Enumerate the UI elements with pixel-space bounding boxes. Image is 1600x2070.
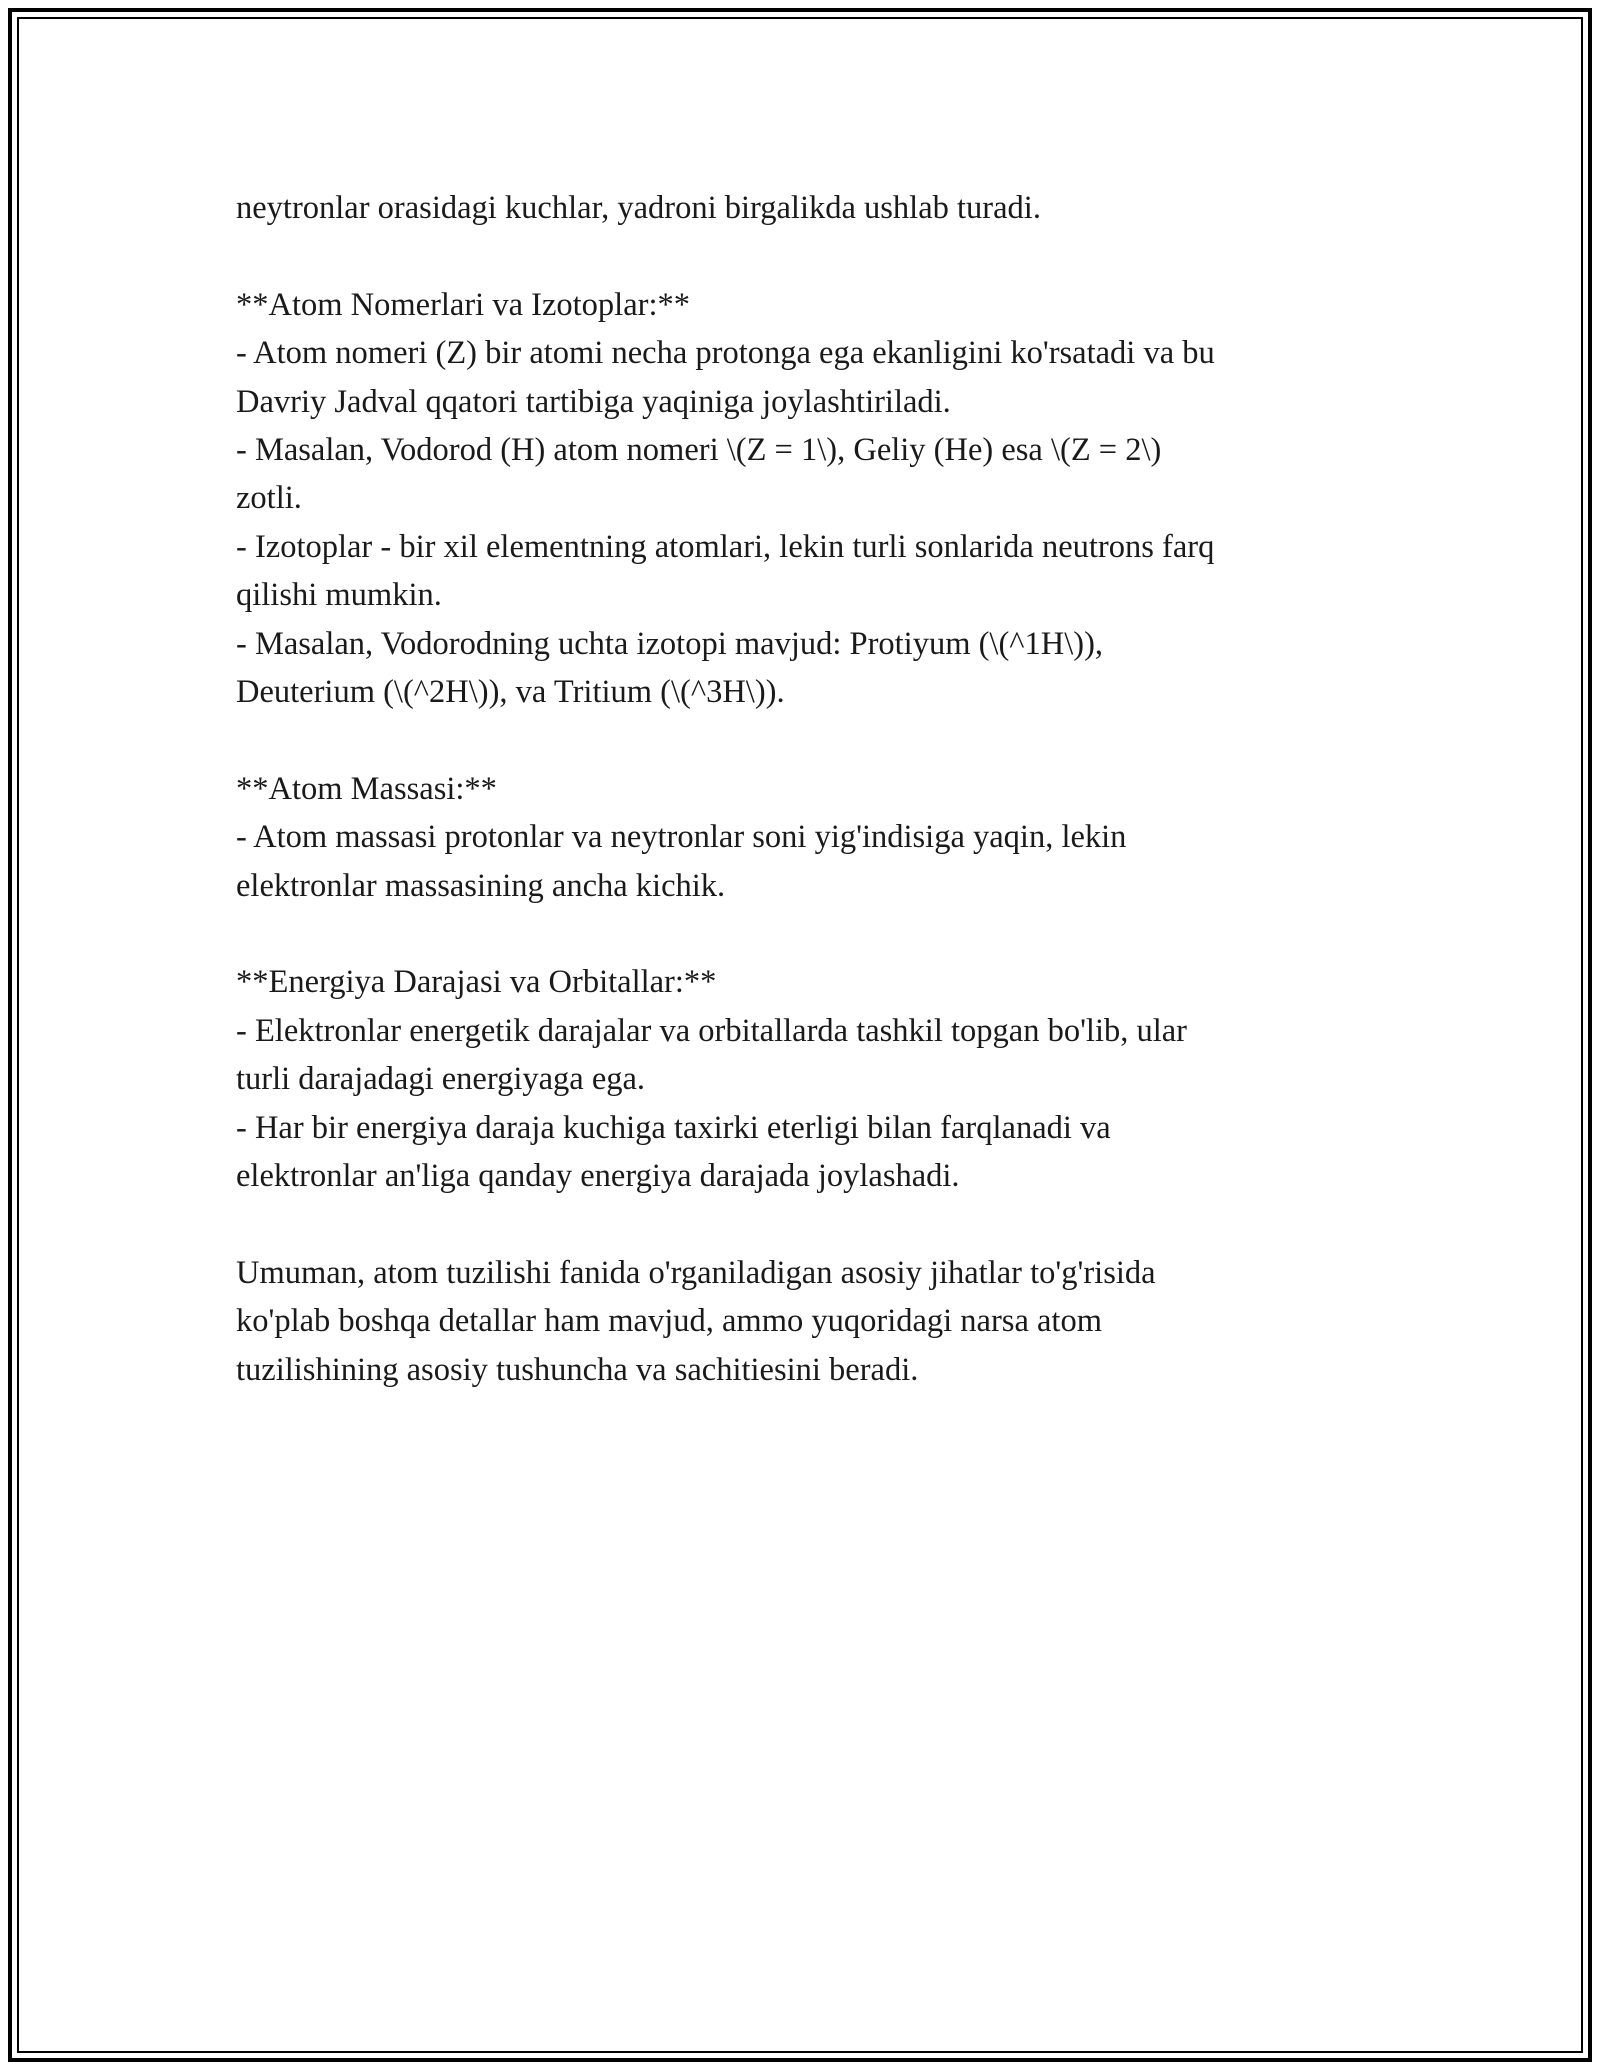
text-line: - Har bir energiya daraja kuchiga taxirki eterligi bilan farqlanadi va xyxy=(236,1109,1111,1146)
paragraph-intro-fragment xyxy=(236,184,1366,232)
text-line: - Atom nomeri (Z) bir atomi necha protonga ega ekanligini ko'rsatadi va bu xyxy=(236,335,1215,372)
text-line: - Atom massasi protonlar va neytronlar soni yig'indisiga yaqin, lekin xyxy=(236,819,1127,856)
text-line: elektronlar massasining ancha kichik. xyxy=(236,867,726,904)
section-heading: **Energiya Darajasi va Orbitallar:** xyxy=(236,964,717,1001)
section-energy-levels-orbitals xyxy=(236,958,1366,1200)
text-line: - Elektronlar energetik darajalar va orbitallarda tashkil topgan bo'lib, ular xyxy=(236,1012,1188,1049)
text-line: elektronlar an'liga qanday energiya darajada joylashadi. xyxy=(236,1158,960,1195)
section-heading: **Atom Massasi:** xyxy=(236,770,497,807)
section-atom-mass xyxy=(236,765,1366,910)
section-heading: **Atom Nomerlari va Izotoplar:** xyxy=(236,286,690,323)
text-line: - Masalan, Vodorodning uchta izotopi mavjud: Protiyum (\(^1H\)), xyxy=(236,625,1104,662)
text-line: qilishi mumkin. xyxy=(236,577,442,614)
text-line: turli darajadagi energiyaga ega. xyxy=(236,1061,646,1098)
paragraph-conclusion xyxy=(236,1249,1366,1394)
text-line: Deuterium (\(^2H\)), va Tritium (\(^3H\)). xyxy=(236,674,785,711)
section-atom-numbers-isotopes xyxy=(236,281,1366,717)
text-line: neytronlar orasidagi kuchlar, yadroni birgalikda ushlab turadi. xyxy=(236,190,1041,226)
text-line: tuzilishining asosiy tushuncha va sachitiesini beradi. xyxy=(236,1351,919,1388)
text-line: - Izotoplar - bir xil elementning atomlari, lekin turli sonlarida neutrons farq xyxy=(236,528,1215,565)
text-line: Umuman, atom tuzilishi fanida o'rganiladigan asosiy jihatlar to'g'risida xyxy=(236,1254,1156,1291)
document-body xyxy=(236,184,1366,1394)
text-line: - Masalan, Vodorod (H) atom nomeri \(Z = 1\), Geliy (He) esa \(Z = 2\) xyxy=(236,432,1162,469)
text-line: Davriy Jadval qqatori tartibiga yaqiniga joylashtiriladi. xyxy=(236,383,951,420)
text-line: zotli. xyxy=(236,480,302,517)
text-line: ko'plab boshqa detallar ham mavjud, ammo yuqoridagi narsa atom xyxy=(236,1303,1102,1340)
